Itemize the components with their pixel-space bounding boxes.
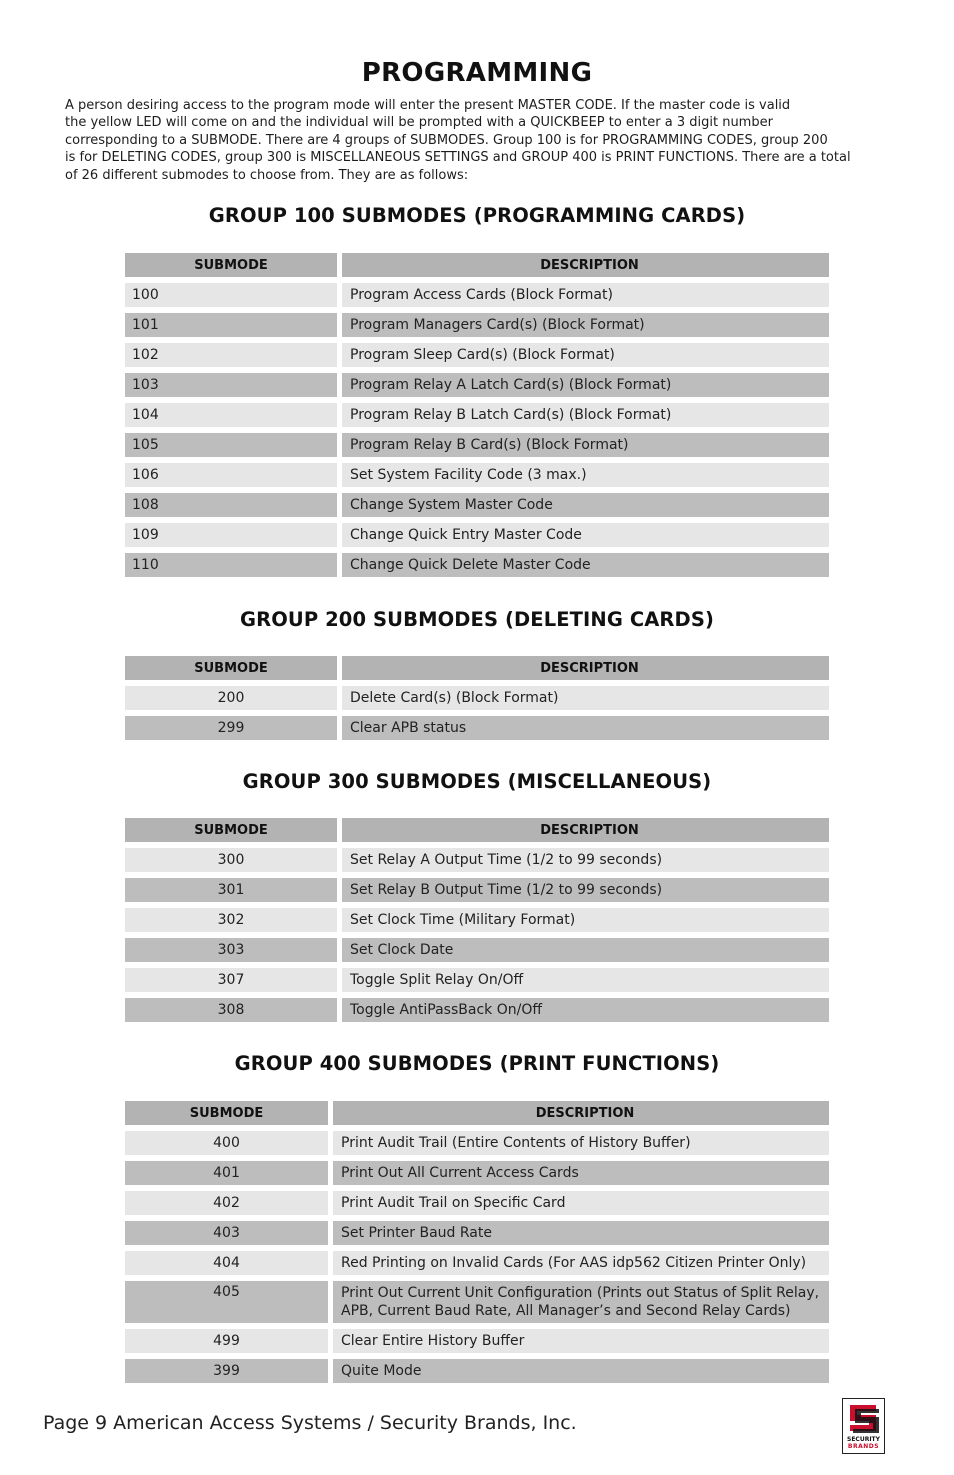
description-header: DESCRIPTION — [333, 1101, 829, 1125]
group-100-table — [125, 253, 829, 583]
submode-code: 104 — [125, 403, 337, 427]
logo-text-security: SECURITY — [847, 1436, 880, 1443]
intro-line: A person desiring access to the program mode will enter the present MASTER CODE. If the master code is valid — [65, 98, 791, 113]
group-400-title: GROUP 400 SUBMODES (PRINT FUNCTIONS) — [234, 1052, 720, 1075]
group-100-title: GROUP 100 SUBMODES (PROGRAMMING CARDS) — [208, 204, 746, 227]
table-row — [125, 283, 829, 307]
table-row — [125, 373, 829, 397]
submode-code: 404 — [125, 1251, 328, 1275]
description-header: DESCRIPTION — [342, 656, 829, 680]
group-400-table — [125, 1101, 829, 1389]
submode-code: 200 — [125, 686, 337, 710]
table-row — [125, 998, 829, 1022]
table-header-row — [125, 656, 829, 680]
submode-description: Program Relay B Latch Card(s) (Block Format) — [342, 403, 829, 427]
submode-description: Toggle Split Relay On/Off — [342, 968, 829, 992]
submode-description: Set Printer Baud Rate — [333, 1221, 829, 1245]
page-title: PROGRAMMING — [361, 58, 593, 88]
submode-description: Program Access Cards (Block Format) — [342, 283, 829, 307]
submode-code: 103 — [125, 373, 337, 397]
submode-code: 301 — [125, 878, 337, 902]
submode-description: Clear Entire History Buffer — [333, 1329, 829, 1353]
table-row — [125, 968, 829, 992]
submode-code: 402 — [125, 1191, 328, 1215]
submode-description: Print Audit Trail (Entire Contents of History Buffer) — [333, 1131, 829, 1155]
description-header: DESCRIPTION — [342, 818, 829, 842]
intro-paragraph — [65, 97, 895, 184]
submode-description: Set System Facility Code (3 max.) — [342, 463, 829, 487]
logo-text-brands: BRANDS — [847, 1443, 880, 1450]
submode-description: Delete Card(s) (Block Format) — [342, 686, 829, 710]
submode-code: 109 — [125, 523, 337, 547]
submode-description: Red Printing on Invalid Cards (For AAS idp562 Citizen Printer Only) — [333, 1251, 829, 1275]
table-row — [125, 403, 829, 427]
submode-code: 400 — [125, 1131, 328, 1155]
table-row — [125, 686, 829, 710]
table-row — [125, 433, 829, 457]
submode-header: SUBMODE — [125, 253, 337, 277]
submode-code: 102 — [125, 343, 337, 367]
group-300-table — [125, 818, 829, 1028]
submode-description: Print Audit Trail on Specific Card — [333, 1191, 829, 1215]
submode-code: 105 — [125, 433, 337, 457]
table-row — [125, 1251, 829, 1275]
table-row — [125, 1131, 829, 1155]
security-brands-logo — [842, 1398, 885, 1454]
submode-header: SUBMODE — [125, 656, 337, 680]
intro-line: is for DELETING CODES, group 300 is MISCELLANEOUS SETTINGS and GROUP 400 is PRINT FUNCTIONS. There are a total — [65, 150, 851, 166]
table-row — [125, 1161, 829, 1185]
submode-description: Set Relay A Output Time (1/2 to 99 seconds) — [342, 848, 829, 872]
submode-description: Program Relay B Card(s) (Block Format) — [342, 433, 829, 457]
submode-description: Change Quick Entry Master Code — [342, 523, 829, 547]
submode-description: Set Relay B Output Time (1/2 to 99 seconds) — [342, 878, 829, 902]
submode-code: 302 — [125, 908, 337, 932]
submode-code: 405 — [125, 1281, 328, 1323]
group-200-table — [125, 656, 829, 746]
table-row — [125, 1281, 829, 1323]
table-row — [125, 463, 829, 487]
group-200-title: GROUP 200 SUBMODES (DELETING CARDS) — [240, 608, 714, 631]
page-footer: Page 9 American Access Systems / Security Brands, Inc. — [43, 1412, 577, 1434]
table-row — [125, 848, 829, 872]
submode-code: 403 — [125, 1221, 328, 1245]
submode-code: 299 — [125, 716, 337, 740]
table-header-row — [125, 818, 829, 842]
table-row — [125, 908, 829, 932]
submode-description: Print Out All Current Access Cards — [333, 1161, 829, 1185]
submode-description: Set Clock Time (Military Format) — [342, 908, 829, 932]
security-brands-logo-icon — [848, 1403, 881, 1433]
submode-description: Change Quick Delete Master Code — [342, 553, 829, 577]
submode-code: 401 — [125, 1161, 328, 1185]
submode-description: Set Clock Date — [342, 938, 829, 962]
submode-description: Program Relay A Latch Card(s) (Block Format) — [342, 373, 829, 397]
submode-header: SUBMODE — [125, 818, 337, 842]
table-header-row — [125, 1101, 829, 1125]
submode-code: 300 — [125, 848, 337, 872]
table-row — [125, 343, 829, 367]
submode-code: 308 — [125, 998, 337, 1022]
submode-description: Program Sleep Card(s) (Block Format) — [342, 343, 829, 367]
intro-line: the yellow LED will come on and the individual will be prompted with a QUICKBEEP to enter a 3 digit number — [65, 115, 773, 131]
intro-line: of 26 different submodes to choose from. They are as follows: — [65, 167, 469, 183]
table-header-row — [125, 253, 829, 277]
table-row — [125, 1221, 829, 1245]
submode-description: Program Managers Card(s) (Block Format) — [342, 313, 829, 337]
table-row — [125, 493, 829, 517]
submode-code: 307 — [125, 968, 337, 992]
submode-description: Clear APB status — [342, 716, 829, 740]
table-row — [125, 938, 829, 962]
table-row — [125, 878, 829, 902]
table-row — [125, 1191, 829, 1215]
submode-description: Quite Mode — [333, 1359, 829, 1383]
submode-code: 499 — [125, 1329, 328, 1353]
description-line: Print Out Current Unit Configuration (Prints out Status of Split Relay, — [341, 1285, 820, 1301]
table-row — [125, 1329, 829, 1353]
submode-code: 303 — [125, 938, 337, 962]
submode-header: SUBMODE — [125, 1101, 328, 1125]
table-row — [125, 553, 829, 577]
group-300-title: GROUP 300 SUBMODES (MISCELLANEOUS) — [242, 770, 712, 793]
submode-code: 108 — [125, 493, 337, 517]
submode-description: Change System Master Code — [342, 493, 829, 517]
table-row — [125, 313, 829, 337]
submode-code: 399 — [125, 1359, 328, 1383]
submode-code: 110 — [125, 553, 337, 577]
intro-line: corresponding to a SUBMODE. There are 4 groups of SUBMODES. Group 100 is for PROGRAMMING CODES, group 200 — [65, 132, 828, 148]
description-line: APB, Current Baud Rate, All Manager’s and Second Relay Cards) — [341, 1303, 791, 1319]
submode-code: 100 — [125, 283, 337, 307]
table-row — [125, 716, 829, 740]
description-header: DESCRIPTION — [342, 253, 829, 277]
table-row — [125, 523, 829, 547]
submode-description — [333, 1281, 829, 1323]
submode-description: Toggle AntiPassBack On/Off — [342, 998, 829, 1022]
table-row — [125, 1359, 829, 1383]
submode-code: 101 — [125, 313, 337, 337]
submode-code: 106 — [125, 463, 337, 487]
